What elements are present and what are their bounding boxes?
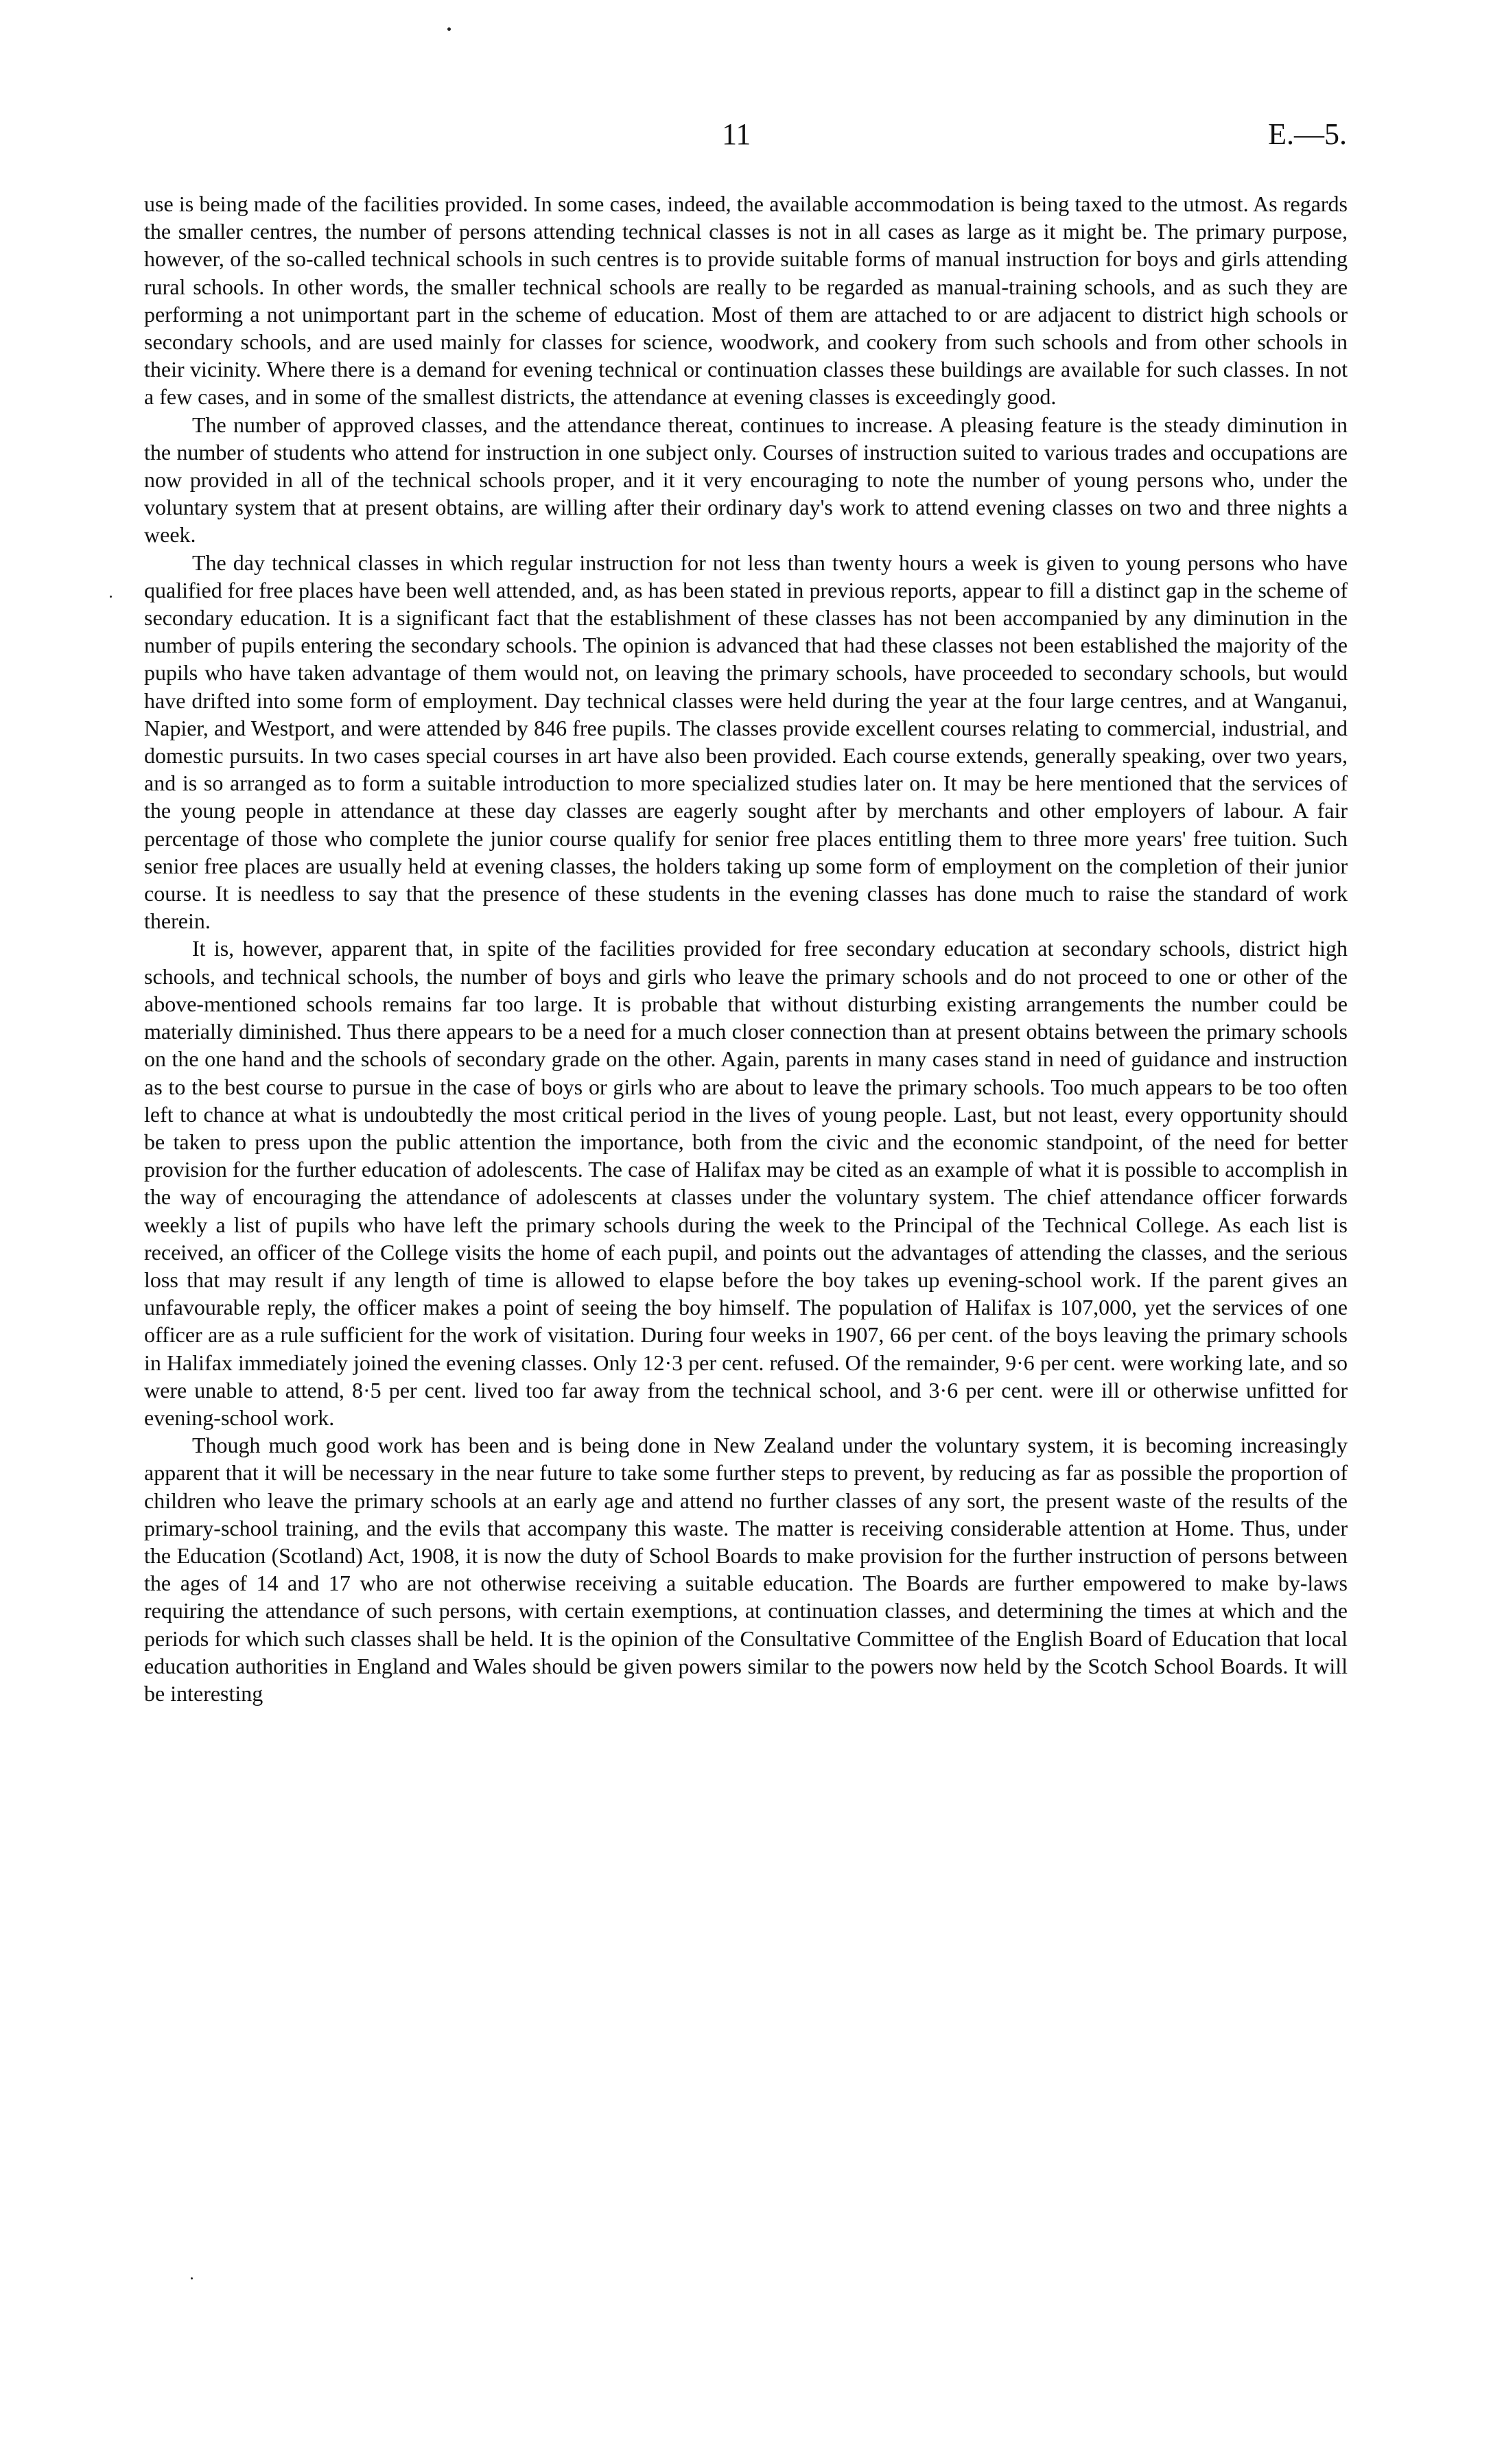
- paragraph: The number of approved classes, and the attendance thereat, continues to increase. A pleasing feature is the steady diminution in the number of students who attend for instruction in one subject only. Courses of instruction suited to various trades and occupations are now provided in all of the technical schools proper, and it it very encouraging to note the number of young persons who, under the voluntary system that at present obtains, are willing after their ordinary day's work to attend evening classes on two and three nights a week.: [144, 412, 1348, 548]
- stray-mark: [191, 2277, 193, 2279]
- document-reference: E.—5.: [1268, 117, 1347, 151]
- paragraph: The day technical classes in which regular instruction for not less than twenty hours a week is given to young persons who have qualified for free places have been well attended, and, as has been stated in previous reports, appear to fill a distinct gap in the scheme of secondary education. It is a significant fact that the establishment of these classes has not been accompanied by any diminution in the number of pupils entering the secondary schools. The opinion is advanced that had these classes not been established the majority of the pupils who have taken advantage of them would not, on leaving the primary schools, have proceeded to secondary schools, but would have drifted into some form of employment. Day technical classes were held during the year at the four large centres, and at Wanganui, Napier, and Westport, and were attended by 846 free pupils. The classes provide excellent courses relating to commercial, industrial, and domestic pursuits. In two cases special courses in art have also been provided. Each course extends, generally speaking, over two years, and is so arranged as to form a suitable introduction to more specialized studies later on. It may be here mentioned that the services of the young people in attendance at these day classes are eagerly sought after by merchants and other employers of labour. A fair percentage of those who complete the junior course qualify for senior free places entitling them to three more years' free tuition. Such senior free places are usually held at evening classes, the holders taking up some form of employment on the completion of their junior course. It is needless to say that the presence of these students in the evening classes has done much to raise the standard of work therein.: [144, 550, 1348, 934]
- body-text: [144, 190, 1348, 1707]
- paragraph: use is being made of the facilities provided. In some cases, indeed, the available accommodation is being taxed to the utmost. As regards the smaller centres, the number of persons attending technical classes is not in all cases as large as it might be. The primary purpose, however, of the so-called technical schools in such centres is to provide suitable forms of manual instruction for boys and girls attending rural schools. In other words, the smaller technical schools are really to be regarded as manual-training schools, and as such they are performing a not unimportant part in the scheme of education. Most of them are attached to or are adjacent to district high schools or secondary schools, and are used mainly for classes for science, woodwork, and cookery from such schools and from other schools in their vicinity. Where there is a demand for evening technical or continuation classes these buildings are available for such classes. In not a few cases, and in some of the smallest districts, the attendance at evening classes is exceedingly good.: [144, 191, 1348, 410]
- stray-mark: [110, 596, 112, 598]
- page-header: [0, 117, 1491, 158]
- paragraph: It is, however, apparent that, in spite of the facilities provided for free secondary education at secondary schools, district high schools, and technical schools, the number of boys and girls who leave the primary schools and do not proceed to one or other of the above-mentioned schools remains far too large. It is probable that without disturbing existing arrangements the number could be materially diminished. Thus there appears to be a need for a much closer connection than at present obtains between the primary schools on the one hand and the schools of secondary grade on the other. Again, parents in many cases stand in need of guidance and instruction as to the best course to pursue in the case of boys or girls who are about to leave the primary schools. Too much appears to be too often left to chance at what is undoubtedly the most critical period in the lives of young people. Last, but not least, every opportunity should be taken to press upon the public attention the importance, both from the civic and the economic standpoint, of the need for better provision for the further education of adolescents. The case of Halifax may be cited as an example of what it is possible to accomplish in the way of encouraging the attendance of adolescents at classes under the voluntary system. The chief attendance officer forwards weekly a list of pupils who have left the primary schools during the week to the Principal of the Technical College. As each list is received, an officer of the College visits the home of each pupil, and points out the advantages of attending the classes, and the serious loss that may result if any length of time is allowed to elapse before the boy takes up evening-school work. If the parent gives an unfavourable reply, the officer makes a point of seeing the boy himself. The population of Halifax is 107,000, yet the services of one officer are as a rule sufficient for the work of visitation. During four weeks in 1907, 66 per cent. of the boys leaving the primary schools in Halifax immediately joined the evening classes. Only 12·3 per cent. refused. Of the remainder, 9·6 per cent. were working late, and so were unable to attend, 8·5 per cent. lived too far away from the technical school, and 3·6 per cent. were ill or otherwise unfitted for evening-school work.: [144, 936, 1348, 1430]
- stray-mark: [447, 27, 451, 31]
- paragraph: Though much good work has been and is being done in New Zealand under the voluntary system, it is becoming increasingly apparent that it will be necessary in the near future to take some further steps to prevent, by reducing as far as possible the proportion of children who leave the primary schools at an early age and attend no further classes of any sort, the present waste of the results of the primary-school training, and the evils that accompany this waste. The matter is receiving considerable attention at Home. Thus, under the Education (Scotland) Act, 1908, it is now the duty of School Boards to make provision for the further instruction of persons between the ages of 14 and 17 who are not otherwise receiving a suitable education. The Boards are further empowered to make by-laws requiring the attendance of such persons, with certain exemptions, at continuation classes, and determining the times at which and the periods for which such classes shall be held. It is the opinion of the Consultative Committee of the English Board of Education that local education authorities in England and Wales should be given powers similar to the powers now held by the Scotch School Boards. It will be interesting: [144, 1433, 1348, 1706]
- page-number: 11: [722, 117, 751, 151]
